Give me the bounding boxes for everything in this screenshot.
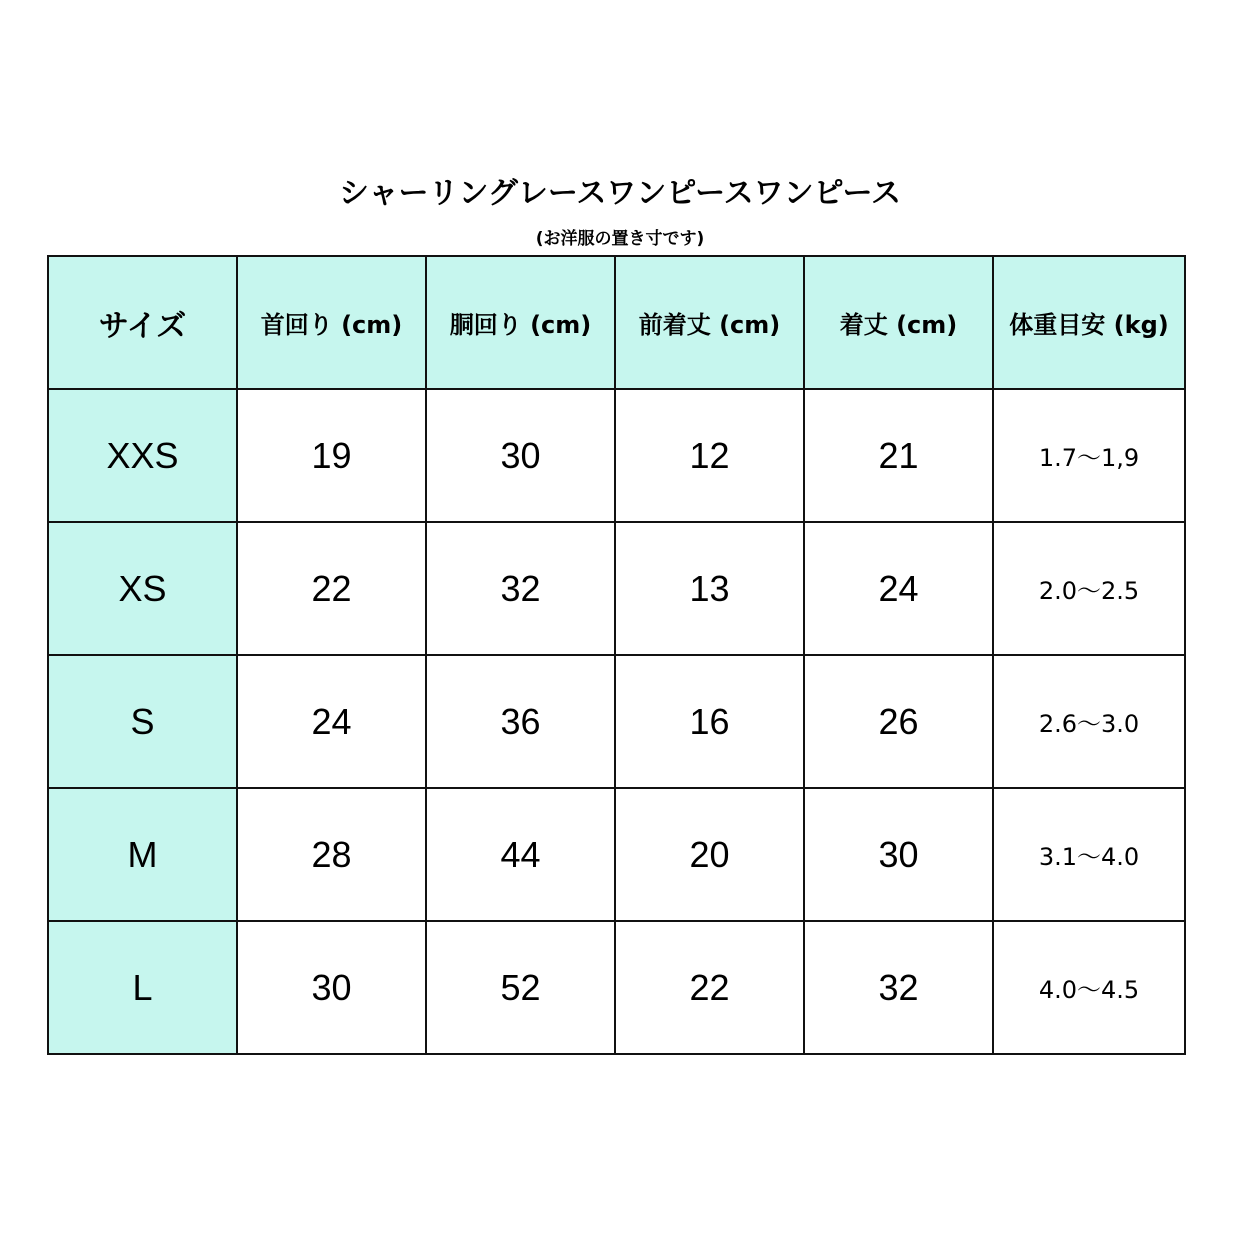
size-cell: XS xyxy=(48,522,237,655)
table-row xyxy=(48,389,1185,522)
weight-cell: 2.6～3.0 xyxy=(993,655,1185,788)
waist-cell: 32 xyxy=(426,522,615,655)
waist-cell: 36 xyxy=(426,655,615,788)
weight-cell: 4.0～4.5 xyxy=(993,921,1185,1054)
waist-cell: 52 xyxy=(426,921,615,1054)
neck-cell: 30 xyxy=(237,921,426,1054)
waist-cell: 30 xyxy=(426,389,615,522)
length-cell: 30 xyxy=(804,788,993,921)
table-row xyxy=(48,522,1185,655)
neck-cell: 28 xyxy=(237,788,426,921)
length-cell: 21 xyxy=(804,389,993,522)
front-length-cell: 16 xyxy=(615,655,804,788)
size-cell: M xyxy=(48,788,237,921)
neck-cell: 24 xyxy=(237,655,426,788)
front-length-cell: 13 xyxy=(615,522,804,655)
header-neck: 首回り (cm) xyxy=(237,256,426,389)
neck-cell: 22 xyxy=(237,522,426,655)
header-size: サイズ xyxy=(48,256,237,389)
table-row xyxy=(48,655,1185,788)
neck-cell: 19 xyxy=(237,389,426,522)
size-cell: XXS xyxy=(48,389,237,522)
waist-cell: 44 xyxy=(426,788,615,921)
length-cell: 24 xyxy=(804,522,993,655)
front-length-cell: 22 xyxy=(615,921,804,1054)
table-header-row xyxy=(48,256,1185,389)
front-length-cell: 12 xyxy=(615,389,804,522)
header-length: 着丈 (cm) xyxy=(804,256,993,389)
table-row xyxy=(48,921,1185,1054)
length-cell: 26 xyxy=(804,655,993,788)
header-waist: 胴回り (cm) xyxy=(426,256,615,389)
size-cell: L xyxy=(48,921,237,1054)
size-cell: S xyxy=(48,655,237,788)
table-row xyxy=(48,788,1185,921)
weight-cell: 1.7～1,9 xyxy=(993,389,1185,522)
weight-cell: 3.1～4.0 xyxy=(993,788,1185,921)
front-length-cell: 20 xyxy=(615,788,804,921)
page-subtitle: (お洋服の置き寸です) xyxy=(535,229,705,249)
size-chart-table xyxy=(47,255,1186,1055)
header-front-length: 前着丈 (cm) xyxy=(615,256,804,389)
header-weight: 体重目安 (kg) xyxy=(993,256,1185,389)
weight-cell: 2.0～2.5 xyxy=(993,522,1185,655)
length-cell: 32 xyxy=(804,921,993,1054)
page-title: シャーリングレースワンピースワンピース xyxy=(339,176,901,211)
